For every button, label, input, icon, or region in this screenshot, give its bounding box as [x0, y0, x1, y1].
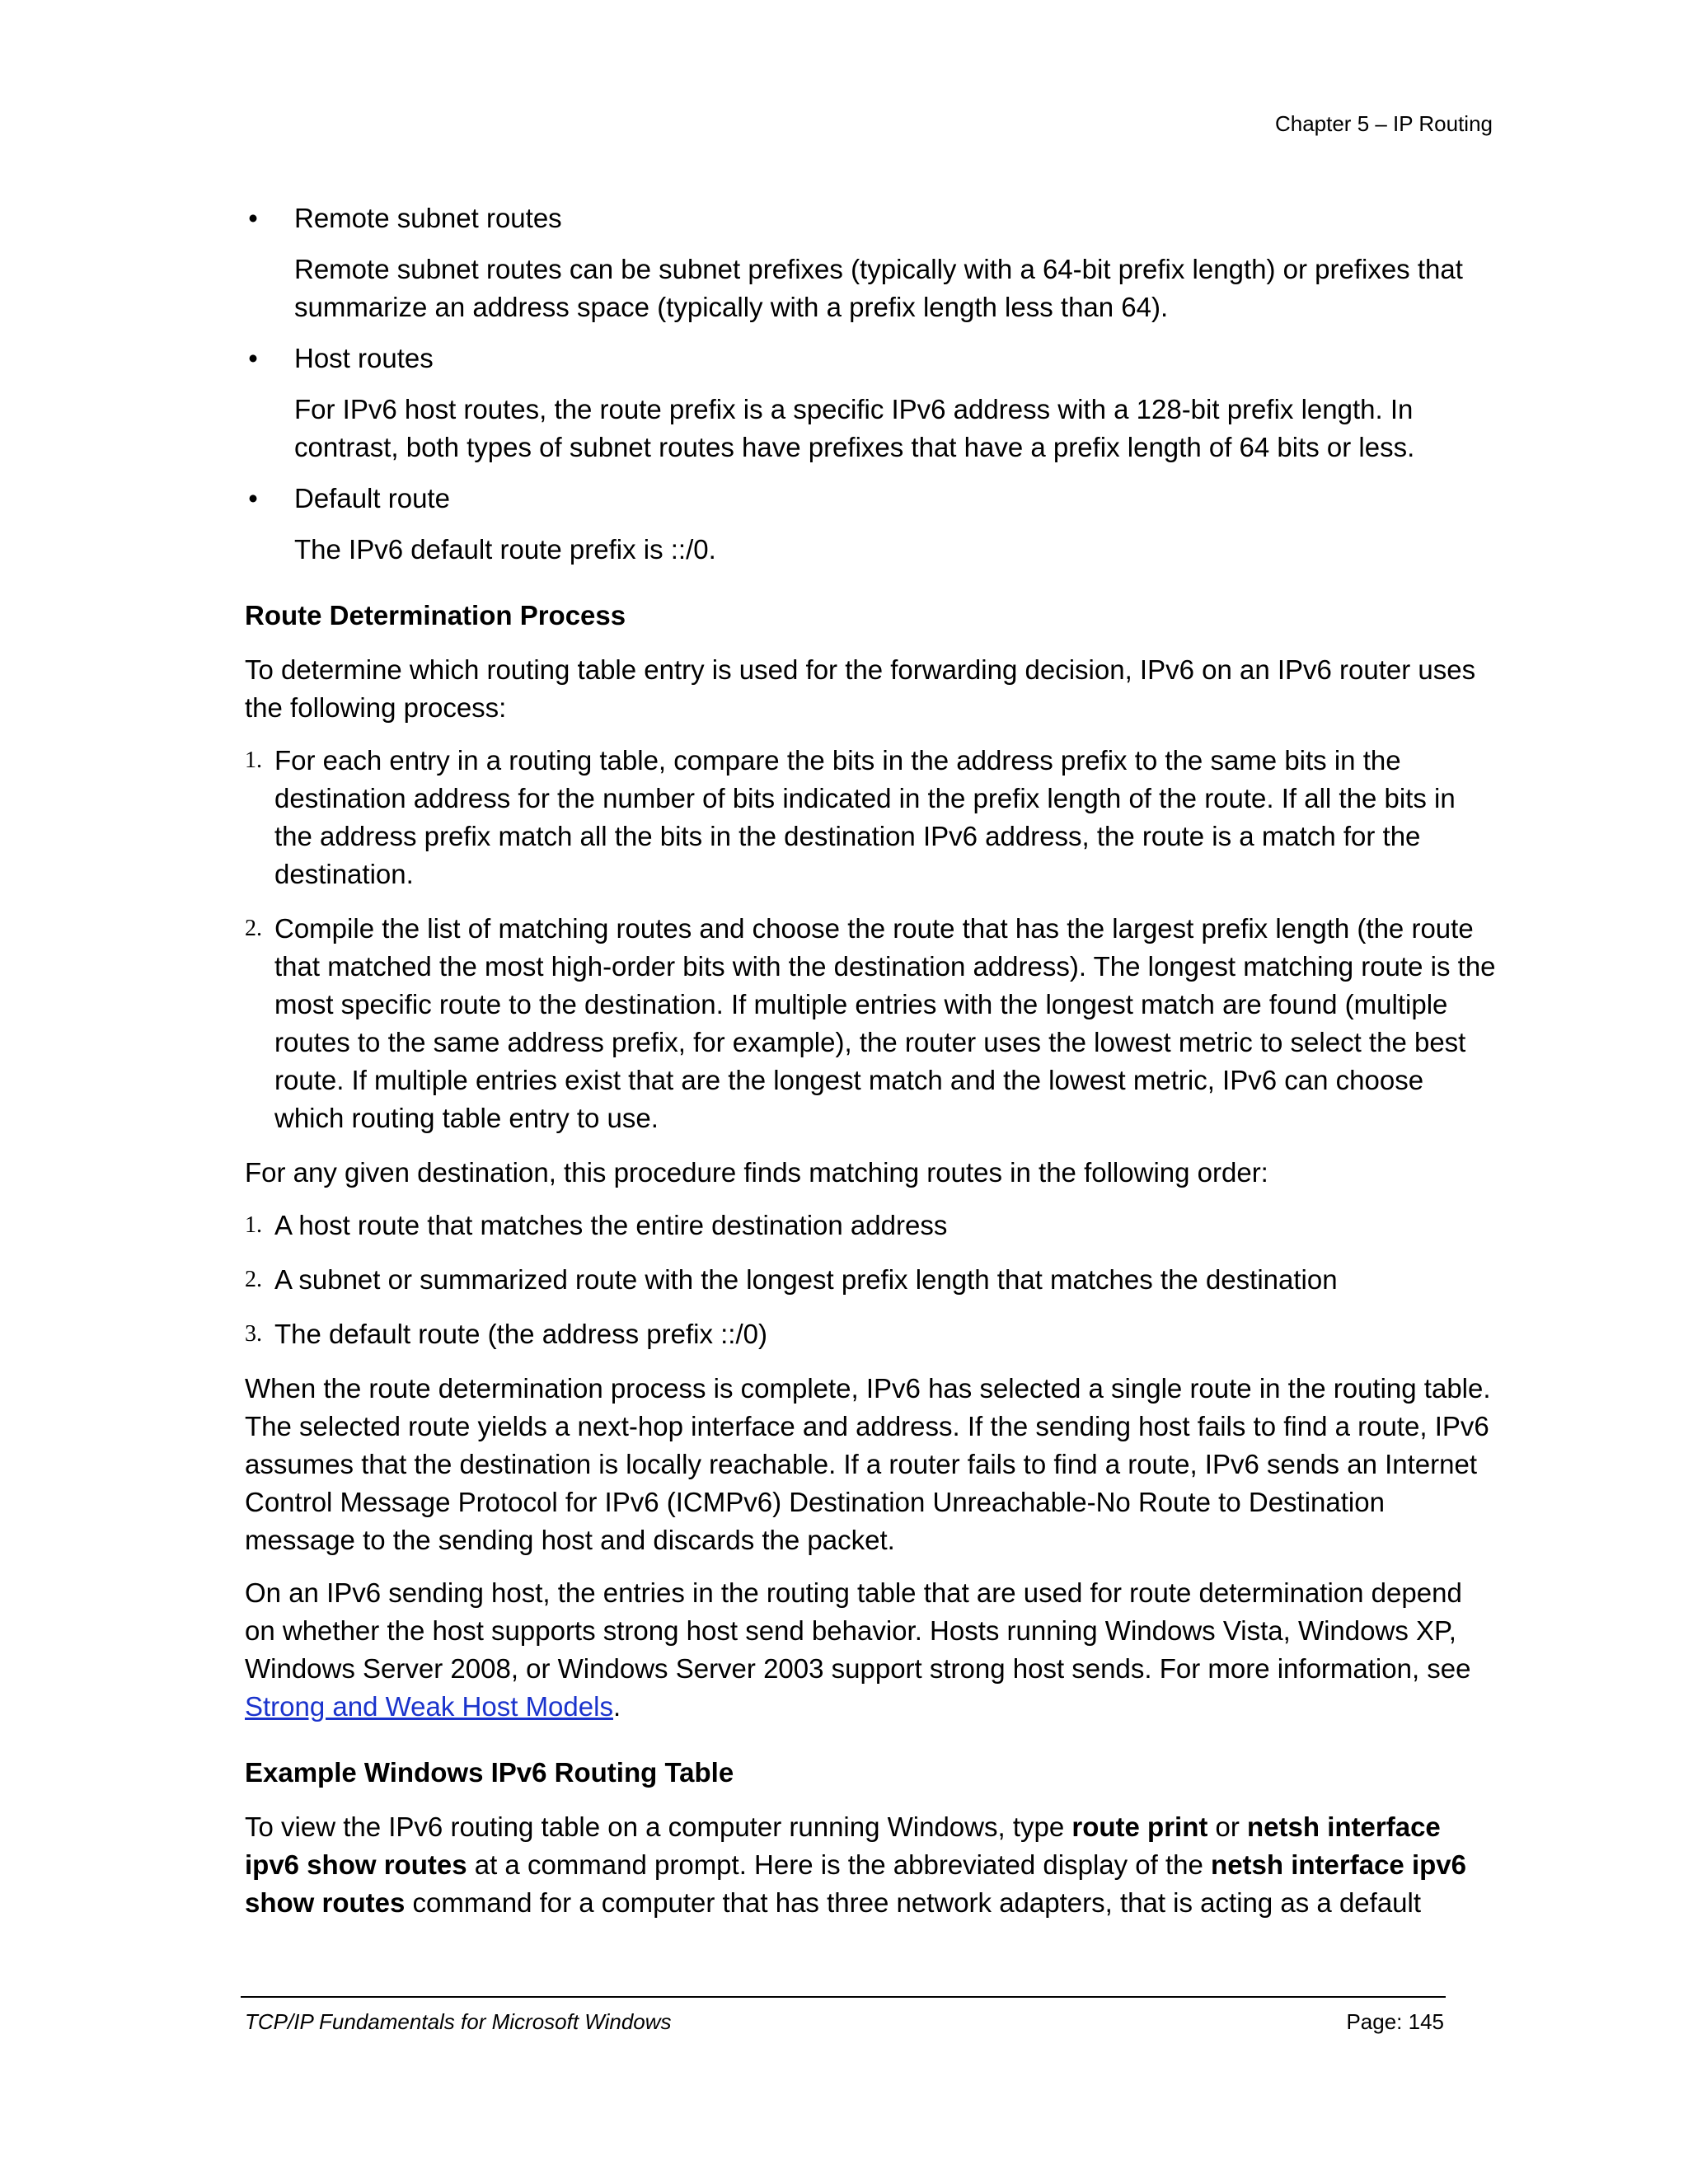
bullet-icon: • — [248, 343, 258, 373]
strong-weak-host-link[interactable]: Strong and Weak Host Models — [245, 1691, 613, 1722]
item-text: A host route that matches the entire destination address — [274, 1210, 948, 1240]
bullet-title: Remote subnet routes — [294, 203, 562, 233]
bullet-item — [245, 340, 1498, 377]
command-text: netsh interface ipv6 show routes — [245, 1849, 1466, 1918]
numbered-item — [245, 910, 1498, 1137]
command-text: netsh interface ipv6 show routes — [245, 1811, 1441, 1880]
item-text: The default route (the address prefix ::/0) — [274, 1319, 767, 1349]
bullet-body: The IPv6 default route prefix is ::/0. — [294, 534, 716, 565]
item-number: 1. — [245, 1212, 262, 1238]
bullet-item — [245, 199, 1498, 237]
section-heading: Example Windows IPv6 Routing Table — [245, 1757, 734, 1788]
numbered-item — [245, 1315, 1498, 1353]
paragraph: When the route determination process is complete, IPv6 has selected a single route in the routing table. The selected route yields a next-hop interface and address. If the sending host fails to find a route, IPv6 assumes that the destination is locally reachable. If a router fails to find a route, IPv6 sends an Internet Control Message Protocol for IPv6 (ICMPv6) Destination Unreachable-No Route to Destination message to the sending host and discards the packet. — [245, 1373, 1491, 1555]
paragraph-text: command for a computer that has three network adapters, that is acting as a default — [405, 1887, 1422, 1918]
command-text: route print — [1071, 1811, 1208, 1842]
paragraph: For any given destination, this procedure finds matching routes in the following order: — [245, 1157, 1268, 1188]
item-number: 1. — [245, 748, 262, 773]
numbered-item — [245, 1207, 1498, 1244]
bullet-icon: • — [248, 483, 258, 513]
item-text: A subnet or summarized route with the longest prefix length that matches the destination — [274, 1264, 1338, 1295]
footer-page-number: Page: 145 — [1346, 2009, 1444, 2034]
paragraph-text: . — [612, 1691, 621, 1722]
bullet-item — [245, 480, 1498, 518]
item-number: 3. — [245, 1321, 262, 1347]
bullet-icon: • — [248, 203, 258, 233]
item-number: 2. — [245, 1267, 262, 1292]
item-text: Compile the list of matching routes and choose the route that has the largest prefix length (the route that matched the most high-order bits with the destination address). The longest matching route is the most specific route to the destination. If multiple entries with the longest match are found (multiple routes to the same address prefix, for example), the router uses the lowest metric to select the best route. If multiple entries exist that are the longest match and the lowest metric, IPv6 can choose which routing table entry to use. — [274, 913, 1496, 1133]
paragraph-text: or — [1207, 1811, 1248, 1842]
paragraph: To determine which routing table entry is used for the forwarding decision, IPv6 on an IPv6 router uses the following process: — [245, 654, 1476, 723]
footer-divider — [241, 1996, 1446, 1998]
paragraph-text: On an IPv6 sending host, the entries in the routing table that are used for route determination depend on whether the host supports strong host send behavior. Hosts running Windows Vista, Windows XP, Windows Server 2008, or Windows Server 2003 support strong host sends. For more information, see — [245, 1577, 1471, 1684]
page-content — [245, 199, 1498, 1937]
bullet-body: Remote subnet routes can be subnet prefixes (typically with a 64-bit prefix length) or prefixes that summarize an address space (typically with a prefix length less than 64). — [294, 254, 1463, 322]
bullet-title: Host routes — [294, 343, 434, 373]
section-heading: Route Determination Process — [245, 600, 626, 630]
paragraph — [245, 1808, 1498, 1922]
bullet-title: Default route — [294, 483, 450, 513]
numbered-item — [245, 742, 1498, 893]
item-number: 2. — [245, 916, 262, 941]
running-header: Chapter 5 – IP Routing — [1274, 111, 1493, 136]
item-text: For each entry in a routing table, compare the bits in the address prefix to the same bits in the destination address for the number of bits indicated in the prefix length of the route. If all the bits in the address prefix match all the bits in the destination IPv6 address, the route is a match for the destination. — [274, 745, 1456, 889]
paragraph — [245, 1574, 1498, 1726]
paragraph-text: To view the IPv6 routing table on a computer running Windows, type — [245, 1811, 1072, 1842]
bullet-body: For IPv6 host routes, the route prefix is a specific IPv6 address with a 128-bit prefix length. In contrast, both types of subnet routes have prefixes that have a prefix length of 64 bits or less. — [294, 394, 1415, 462]
footer-book-title: TCP/IP Fundamentals for Microsoft Windows — [245, 2009, 672, 2034]
paragraph-text: at a command prompt. Here is the abbreviated display of the — [467, 1849, 1212, 1880]
numbered-item — [245, 1261, 1498, 1299]
